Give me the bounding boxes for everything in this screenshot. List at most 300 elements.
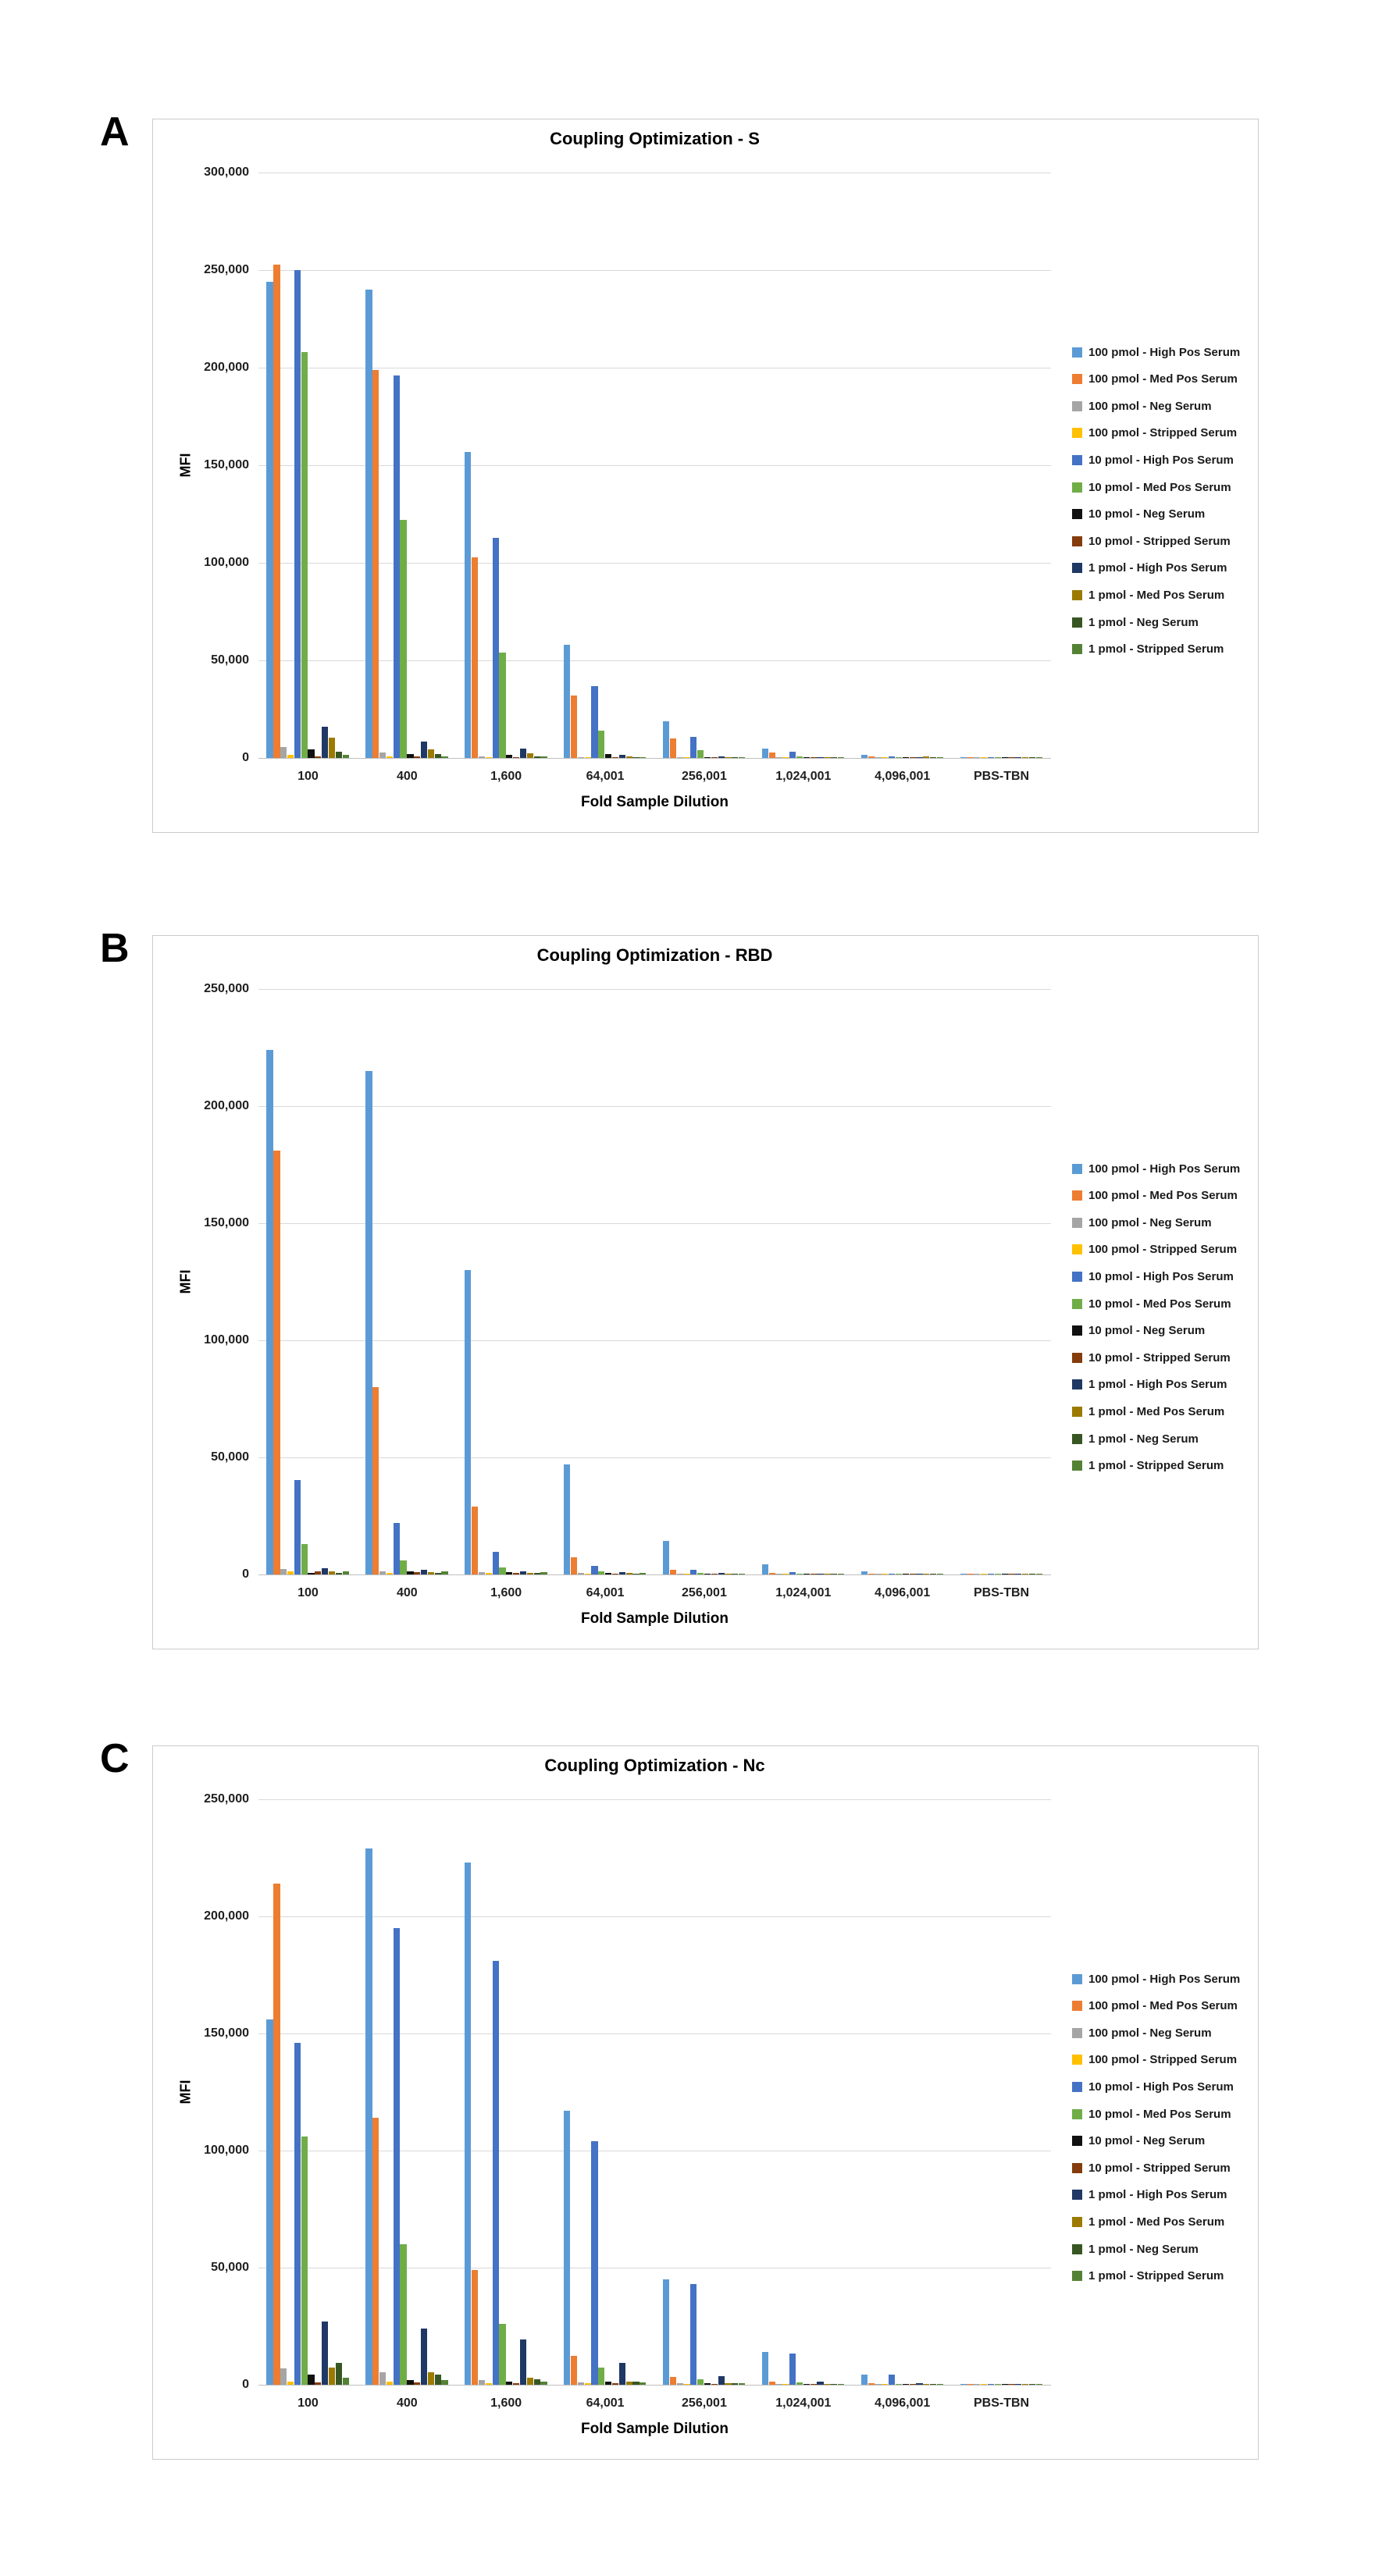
bar <box>472 2270 478 2385</box>
bar <box>585 757 591 758</box>
bar <box>697 1573 704 1574</box>
bar <box>315 1571 321 1575</box>
bar <box>598 2368 604 2386</box>
legend-swatch-icon <box>1072 1434 1082 1444</box>
bar <box>273 1151 280 1574</box>
bar <box>817 757 823 758</box>
x-axis-baseline <box>258 2385 1051 2386</box>
gridline <box>258 1916 1051 1917</box>
bar <box>513 757 519 758</box>
bar <box>718 756 725 759</box>
bar <box>937 2384 943 2385</box>
legend-swatch-icon <box>1072 2217 1082 2227</box>
bar <box>670 1570 676 1574</box>
legend-item <box>1072 398 1212 414</box>
bar <box>598 731 604 758</box>
bar <box>308 2375 314 2386</box>
x-axis-ticks <box>258 1585 1051 1603</box>
legend-label: 10 pmol - Neg Serum <box>1088 1324 1206 1338</box>
bar <box>690 2284 696 2385</box>
bar <box>441 1571 447 1574</box>
bar <box>486 757 492 758</box>
legend-item <box>1072 2214 1224 2229</box>
legend-item <box>1072 1161 1240 1176</box>
legend-label: 1 pmol - Stripped Serum <box>1088 642 1224 656</box>
bar <box>889 756 895 758</box>
bar <box>513 1573 519 1574</box>
bar <box>414 756 420 758</box>
bar <box>861 755 868 758</box>
bar <box>974 757 980 758</box>
bar <box>564 2111 570 2385</box>
bar <box>280 1569 287 1575</box>
legend-item <box>1072 344 1240 360</box>
bar <box>414 1572 420 1574</box>
bar <box>493 1961 499 2385</box>
bar <box>336 2363 342 2386</box>
bar <box>690 1570 696 1574</box>
bar <box>499 2324 505 2385</box>
chart-title: Coupling Optimization - Nc <box>544 1756 765 1775</box>
bar <box>789 1572 796 1574</box>
legend-swatch-icon <box>1072 1190 1082 1201</box>
legend-item <box>1072 2052 1237 2068</box>
bar <box>1008 2384 1014 2385</box>
chart-panel-a <box>152 119 1259 833</box>
bar <box>591 1566 597 1574</box>
legend-label: 10 pmol - Stripped Serum <box>1088 1350 1231 1364</box>
bar <box>639 1573 646 1574</box>
bar <box>605 754 611 758</box>
bar <box>520 749 526 759</box>
bar <box>379 2372 386 2386</box>
y-tick-label: 50,000 <box>211 2261 249 2274</box>
bar <box>960 2384 967 2385</box>
bar <box>280 2368 287 2385</box>
bar <box>626 1573 632 1574</box>
bar <box>400 1560 406 1574</box>
bar <box>639 2382 646 2385</box>
bar <box>400 2244 406 2385</box>
bar <box>273 265 280 759</box>
bar <box>612 2383 618 2385</box>
legend-swatch-icon <box>1072 1379 1082 1389</box>
legend-label: 1 pmol - Med Pos Serum <box>1088 2215 1225 2229</box>
chart-panel-b <box>152 935 1259 1649</box>
legend-item <box>1072 507 1205 522</box>
bar <box>329 2368 335 2386</box>
legend-swatch-icon <box>1072 1325 1082 1336</box>
legend-label: 10 pmol - Neg Serum <box>1088 507 1206 521</box>
bar <box>632 757 639 758</box>
bar <box>387 2382 393 2385</box>
legend-label: 1 pmol - Neg Serum <box>1088 2242 1199 2256</box>
bar <box>394 375 400 758</box>
legend-label: 100 pmol - Med Pos Serum <box>1088 372 1238 386</box>
legend-label: 10 pmol - High Pos Serum <box>1088 453 1234 467</box>
bar <box>988 2384 994 2385</box>
bar <box>486 1573 492 1574</box>
bar <box>266 2019 273 2385</box>
bar <box>663 2279 669 2385</box>
legend-swatch-icon <box>1072 1272 1082 1282</box>
bar <box>591 686 597 759</box>
bar <box>1036 757 1042 758</box>
legend-swatch-icon <box>1072 2190 1082 2200</box>
bar <box>578 1573 584 1574</box>
legend-label: 1 pmol - High Pos Serum <box>1088 2188 1227 2202</box>
legend-item <box>1072 614 1199 630</box>
bar <box>315 2382 321 2385</box>
legend-label: 1 pmol - High Pos Serum <box>1088 561 1227 575</box>
bar <box>803 2384 810 2386</box>
legend-swatch-icon <box>1072 2109 1082 2119</box>
legend-label: 100 pmol - High Pos Serum <box>1088 1162 1241 1176</box>
bar <box>1029 2384 1035 2385</box>
bar <box>372 2118 379 2385</box>
legend-swatch-icon <box>1072 347 1082 358</box>
bar <box>578 757 584 758</box>
bar <box>974 2384 980 2385</box>
bar <box>632 1574 639 1575</box>
bar <box>506 755 512 758</box>
legend-item <box>1072 1377 1227 1393</box>
bar <box>585 2383 591 2385</box>
panel-letter-a: A <box>100 109 130 155</box>
bar <box>838 757 844 758</box>
x-category-label: 1,024,001 <box>775 770 832 783</box>
bar <box>923 2384 929 2385</box>
legend-label: 100 pmol - High Pos Serum <box>1088 345 1241 359</box>
bar <box>677 757 683 758</box>
y-tick-label: 300,000 <box>204 165 249 179</box>
bar <box>365 1071 372 1574</box>
bar <box>308 749 314 758</box>
legend-swatch-icon <box>1072 2028 1082 2038</box>
bar <box>670 2377 676 2386</box>
y-tick-label: 250,000 <box>204 263 249 276</box>
legend-swatch-icon <box>1072 455 1082 465</box>
legend-swatch-icon <box>1072 428 1082 438</box>
bar <box>981 757 987 758</box>
bar <box>769 1573 775 1574</box>
bar <box>534 1573 540 1574</box>
bar <box>387 1573 393 1574</box>
bar <box>336 752 342 758</box>
legend-label: 1 pmol - Neg Serum <box>1088 615 1199 629</box>
legend-swatch-icon <box>1072 1353 1082 1363</box>
bar <box>796 756 803 758</box>
x-category-label: 64,001 <box>586 2396 625 2410</box>
bar <box>294 2043 301 2385</box>
panel-letter-c: C <box>100 1736 130 1781</box>
y-tick-label: 50,000 <box>211 653 249 667</box>
bar <box>861 2375 868 2385</box>
legend-item <box>1072 1296 1231 1311</box>
legend-item <box>1072 1188 1238 1204</box>
legend-label: 1 pmol - Neg Serum <box>1088 1432 1199 1446</box>
legend-swatch-icon <box>1072 1164 1082 1174</box>
bar <box>273 1884 280 2385</box>
bar <box>718 1573 725 1574</box>
bar <box>889 1574 895 1575</box>
legend-label: 1 pmol - Med Pos Serum <box>1088 1404 1225 1418</box>
legend-item <box>1072 425 1237 441</box>
x-axis-baseline <box>258 1574 1051 1575</box>
bar <box>838 2384 844 2385</box>
bar <box>796 2382 803 2385</box>
bar <box>571 1557 577 1574</box>
plot-area <box>258 173 1051 758</box>
legend-swatch-icon <box>1072 644 1082 654</box>
bar <box>762 1564 768 1574</box>
x-axis-ticks <box>258 2396 1051 2413</box>
bar <box>287 755 294 758</box>
legend-label: 1 pmol - Med Pos Serum <box>1088 588 1225 602</box>
legend-label: 10 pmol - Neg Serum <box>1088 2134 1206 2148</box>
chart-panel-c <box>152 1745 1259 2460</box>
y-axis-title: MFI <box>177 2080 194 2105</box>
bar <box>882 2384 888 2385</box>
legend-label: 1 pmol - Stripped Serum <box>1088 1459 1224 1473</box>
bar <box>861 1571 868 1574</box>
gridline <box>258 270 1051 271</box>
bar <box>732 2383 738 2385</box>
bar <box>499 1567 505 1574</box>
bar <box>988 757 994 758</box>
legend-item <box>1072 1242 1237 1258</box>
legend-swatch-icon <box>1072 1407 1082 1417</box>
legend-item <box>1072 2241 1199 2257</box>
legend-item <box>1072 1215 1212 1230</box>
bar <box>308 1573 314 1574</box>
gridline <box>258 1340 1051 1341</box>
bar <box>605 1573 611 1574</box>
gridline <box>258 1106 1051 1107</box>
bar <box>1002 2384 1008 2385</box>
bar <box>739 2383 745 2385</box>
legend-item <box>1072 1458 1224 1474</box>
bar <box>534 2379 540 2386</box>
bar <box>322 2322 328 2385</box>
legend-item <box>1072 1431 1199 1446</box>
bar <box>811 2384 817 2385</box>
bar <box>479 756 485 759</box>
bar <box>896 2384 902 2386</box>
bar <box>465 452 471 759</box>
bar <box>343 1571 349 1575</box>
bar <box>923 756 929 758</box>
bar <box>336 1573 342 1574</box>
bar <box>831 2384 837 2386</box>
bar <box>782 757 789 758</box>
bar <box>697 750 704 758</box>
bar <box>266 1050 273 1574</box>
bar <box>663 721 669 759</box>
legend-label: 100 pmol - Med Pos Serum <box>1088 1189 1238 1203</box>
bar <box>910 757 916 758</box>
bar <box>1029 757 1035 758</box>
legend-label: 10 pmol - Stripped Serum <box>1088 534 1231 548</box>
bar <box>916 2383 922 2385</box>
x-category-label: PBS-TBN <box>974 770 1030 783</box>
legend-item <box>1072 1268 1234 1284</box>
bar <box>619 1572 625 1574</box>
bar <box>527 2378 533 2385</box>
bar <box>981 2384 987 2385</box>
chart-title: Coupling Optimization - RBD <box>536 945 773 965</box>
gridline <box>258 1799 1051 1800</box>
bar <box>294 1480 301 1575</box>
bar <box>301 352 308 758</box>
bar <box>789 2354 796 2386</box>
bar <box>769 2382 775 2385</box>
bar <box>775 757 782 758</box>
x-category-label: 1,024,001 <box>775 1586 832 1599</box>
legend-label: 100 pmol - Neg Serum <box>1088 399 1212 413</box>
legend-item <box>1072 1998 1238 2014</box>
bar <box>394 1928 400 2385</box>
bar <box>280 747 287 758</box>
gridline <box>258 989 1051 990</box>
bar <box>817 1574 823 1575</box>
legend-swatch-icon <box>1072 2055 1082 2065</box>
legend-swatch-icon <box>1072 482 1082 493</box>
bar <box>506 1572 512 1574</box>
legend-item <box>1072 1971 1240 1987</box>
x-axis-title: Fold Sample Dilution <box>581 2421 729 2437</box>
legend-label: 1 pmol - Stripped Serum <box>1088 2269 1224 2283</box>
legend-swatch-icon <box>1072 1461 1082 1471</box>
bar <box>441 756 447 759</box>
y-tick-label: 150,000 <box>204 1216 249 1229</box>
legend-label: 10 pmol - Stripped Serum <box>1088 2161 1231 2175</box>
bar <box>967 757 973 758</box>
bar <box>995 2384 1001 2385</box>
bar <box>407 754 413 758</box>
y-tick-label: 100,000 <box>204 556 249 569</box>
bar <box>540 756 547 758</box>
bar <box>704 757 711 758</box>
legend-swatch-icon <box>1072 590 1082 600</box>
y-tick-label: 150,000 <box>204 2026 249 2040</box>
bar <box>782 2384 789 2385</box>
x-category-label: 256,001 <box>682 770 727 783</box>
bar <box>711 2384 718 2385</box>
bar <box>789 752 796 759</box>
bar <box>718 2376 725 2385</box>
bar <box>421 2329 427 2385</box>
bar <box>663 1541 669 1574</box>
legend-swatch-icon <box>1072 2244 1082 2254</box>
bar <box>670 738 676 758</box>
bar <box>967 2384 973 2385</box>
bar <box>540 1572 547 1574</box>
legend-item <box>1072 2079 1234 2094</box>
plot-area <box>258 1799 1051 2385</box>
legend-item <box>1072 2268 1224 2284</box>
legend-item <box>1072 2160 1231 2176</box>
bar <box>407 2380 413 2385</box>
legend-item <box>1072 2187 1227 2203</box>
bar <box>266 282 273 758</box>
bar <box>571 2356 577 2386</box>
x-category-label: 1,600 <box>490 2396 522 2410</box>
x-category-label: 400 <box>396 1586 418 1599</box>
x-category-label: 64,001 <box>586 1586 625 1599</box>
bar <box>1015 757 1021 758</box>
legend-swatch-icon <box>1072 617 1082 628</box>
bar <box>930 757 936 758</box>
bar <box>639 757 646 758</box>
legend-swatch-icon <box>1072 2136 1082 2146</box>
bar <box>322 1568 328 1574</box>
bar <box>619 755 625 758</box>
bar <box>995 757 1001 758</box>
legend-label: 100 pmol - Stripped Serum <box>1088 2053 1238 2067</box>
bar <box>287 2382 294 2386</box>
bar <box>903 2384 909 2385</box>
bar <box>499 653 505 758</box>
bar <box>711 757 718 758</box>
bar <box>632 2382 639 2385</box>
legend-label: 100 pmol - Neg Serum <box>1088 2026 1212 2040</box>
bar <box>506 2382 512 2386</box>
bar <box>365 1848 372 2385</box>
legend-swatch-icon <box>1072 2271 1082 2281</box>
plot-area <box>258 989 1051 1574</box>
x-category-label: 256,001 <box>682 2396 727 2410</box>
legend-label: 10 pmol - Med Pos Serum <box>1088 1297 1231 1311</box>
bar <box>762 2352 768 2385</box>
y-tick-label: 0 <box>242 2378 249 2391</box>
x-category-label: 400 <box>396 2396 418 2410</box>
legend-item <box>1072 560 1227 576</box>
bar <box>564 645 570 758</box>
bar <box>301 2137 308 2385</box>
bar <box>882 757 888 758</box>
y-tick-label: 200,000 <box>204 361 249 374</box>
legend-item <box>1072 452 1234 468</box>
bar <box>612 757 618 758</box>
y-tick-label: 100,000 <box>204 2144 249 2157</box>
bar <box>527 753 533 758</box>
legend-item <box>1072 372 1238 387</box>
bar <box>315 756 321 759</box>
x-category-label: 100 <box>297 770 319 783</box>
bar <box>294 270 301 758</box>
bar <box>520 1571 526 1575</box>
legend-label: 10 pmol - High Pos Serum <box>1088 2080 1234 2094</box>
x-axis-title: Fold Sample Dilution <box>581 794 729 810</box>
y-axis-title: MFI <box>177 1269 194 1294</box>
bar <box>1022 2384 1028 2385</box>
legend-item <box>1072 2133 1205 2149</box>
x-axis-baseline <box>258 758 1051 759</box>
bar <box>868 756 875 759</box>
bar <box>343 2378 349 2385</box>
bar <box>697 2379 704 2386</box>
bar <box>407 1571 413 1574</box>
bar <box>762 749 768 759</box>
bar <box>479 1572 485 1574</box>
legend-item <box>1072 479 1231 495</box>
bar <box>1022 757 1028 758</box>
y-axis-ticks <box>153 165 249 764</box>
x-category-label: 100 <box>297 1586 319 1599</box>
x-category-label: 100 <box>297 2396 319 2410</box>
x-axis-ticks <box>258 769 1051 786</box>
